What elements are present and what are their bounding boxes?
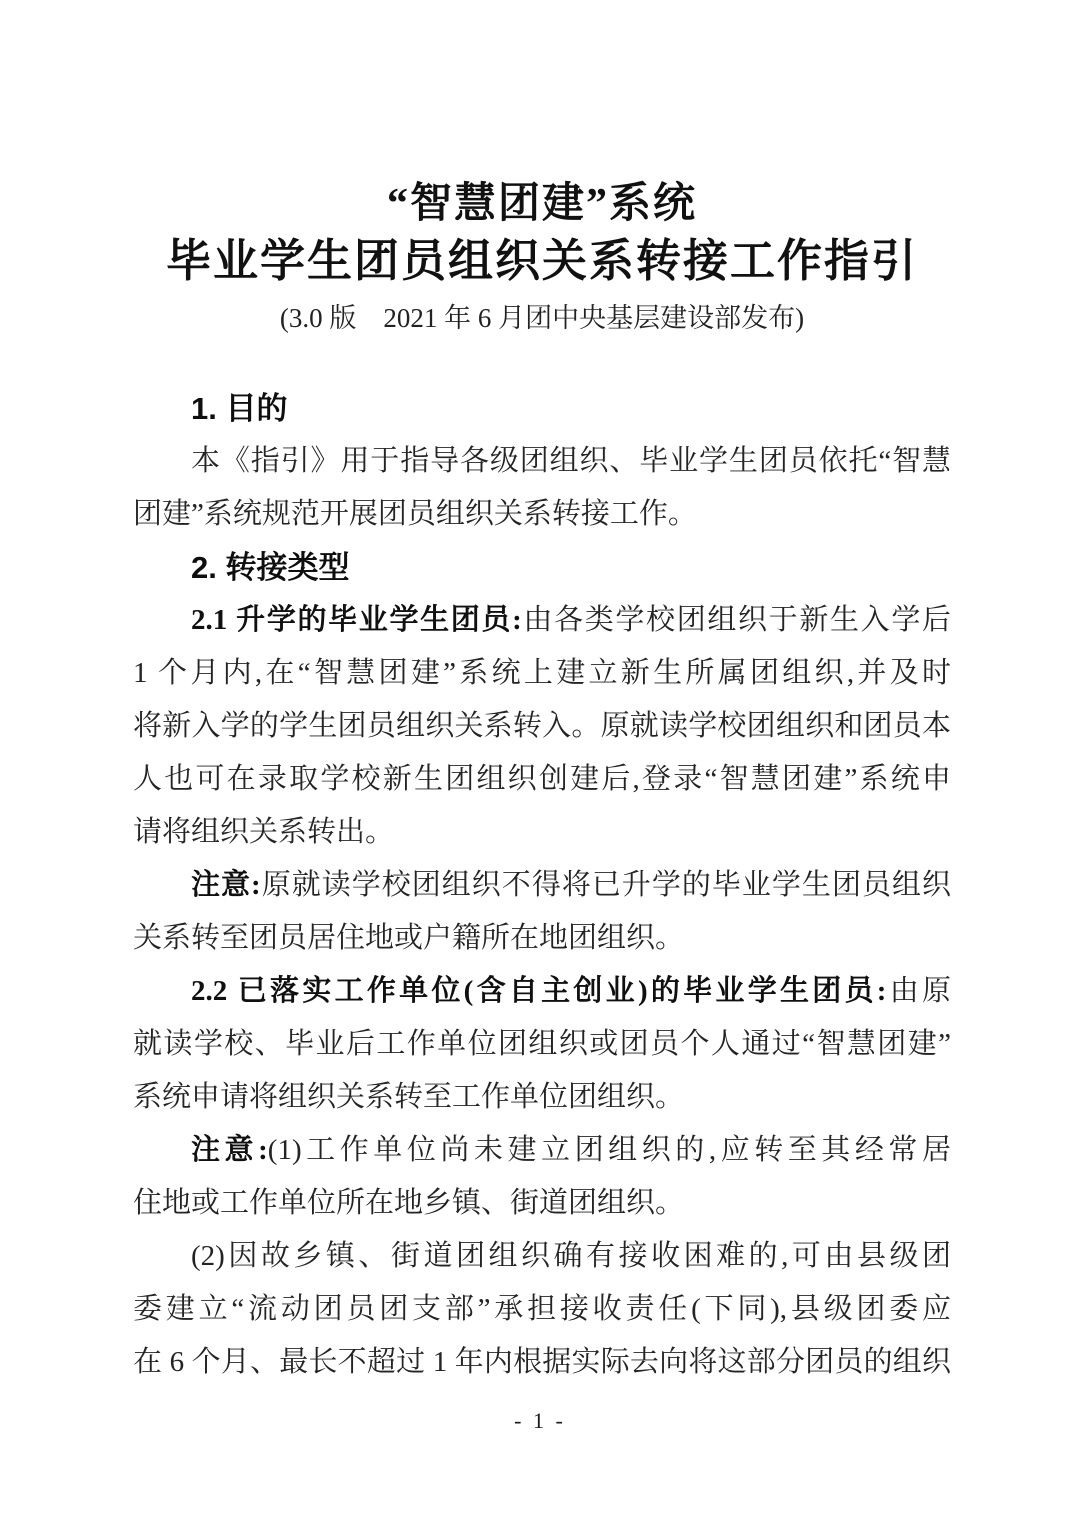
paragraph-line: 人也可在录取学校新生团组织创建后,登录“智慧团建”系统申	[133, 763, 951, 795]
page-number: - 1 -	[514, 1408, 566, 1433]
section-heading-transfer-types: 2. 转接类型	[191, 550, 350, 585]
paragraph-line: 就读学校、毕业后工作单位团组织或团员个人通过“智慧团建”	[133, 1028, 951, 1060]
section-heading-purpose: 1. 目的	[191, 391, 288, 426]
doc-title-line1: “智慧团建”系统	[386, 181, 697, 227]
paragraph-line: 住地或工作单位所在地乡镇、街道团组织。	[133, 1187, 685, 1219]
bold-run: 注意:	[191, 869, 261, 901]
paragraph-line: 委建立“流动团员团支部”承担接收责任(下同),县级团委应	[133, 1293, 951, 1325]
paragraph-line	[133, 594, 951, 647]
paragraph-line: 请将组织关系转出。	[133, 816, 395, 848]
note-line	[133, 1124, 951, 1177]
paragraph-line: 系统申请将组织关系转至工作单位团组织。	[133, 1081, 685, 1113]
paragraph-line: 关系转至团员居住地或户籍所在地团组织。	[133, 922, 685, 954]
text-run: 原就读学校团组织不得将已升学的毕业学生团员组织	[260, 869, 951, 901]
bold-run: 2.2 已落实工作单位(含自主创业)的毕业学生团员:	[191, 975, 887, 1007]
bold-run: 注意:	[191, 1134, 268, 1166]
document-body	[133, 382, 951, 1389]
paragraph-line: 1 个月内,在“智慧团建”系统上建立新生所属团组织,并及时	[133, 657, 951, 689]
doc-subtitle: (3.0 版 2021 年 6 月团中央基层建设部发布)	[279, 303, 805, 333]
text-run: 由原	[886, 975, 951, 1007]
text-run: 由各类学校团组织于新生入学后	[521, 604, 951, 636]
document-content	[133, 176, 951, 1389]
paragraph-line: 本《指引》用于指导各级团组织、毕业学生团员依托“智慧	[191, 445, 951, 477]
text-run: (1)工作单位尚未建立团组织的,应转至其经常居	[267, 1134, 951, 1166]
paragraph-line	[133, 965, 951, 1018]
paragraph-line: 在 6 个月、最长不超过 1 年内根据实际去向将这部分团员的组织	[133, 1346, 951, 1378]
paragraph-line: 团建”系统规范开展团员组织关系转接工作。	[133, 498, 697, 530]
bold-run: 2.1 升学的毕业学生团员:	[191, 604, 522, 636]
doc-title-line2: 毕业学生团员组织关系转接工作指引	[165, 236, 918, 286]
paragraph-line: 将新入学的学生团员组织关系转入。原就读学校团组织和团员本	[133, 710, 951, 742]
note-line	[133, 859, 951, 912]
paragraph-line: (2)因故乡镇、街道团组织确有接收困难的,可由县级团	[191, 1240, 951, 1272]
